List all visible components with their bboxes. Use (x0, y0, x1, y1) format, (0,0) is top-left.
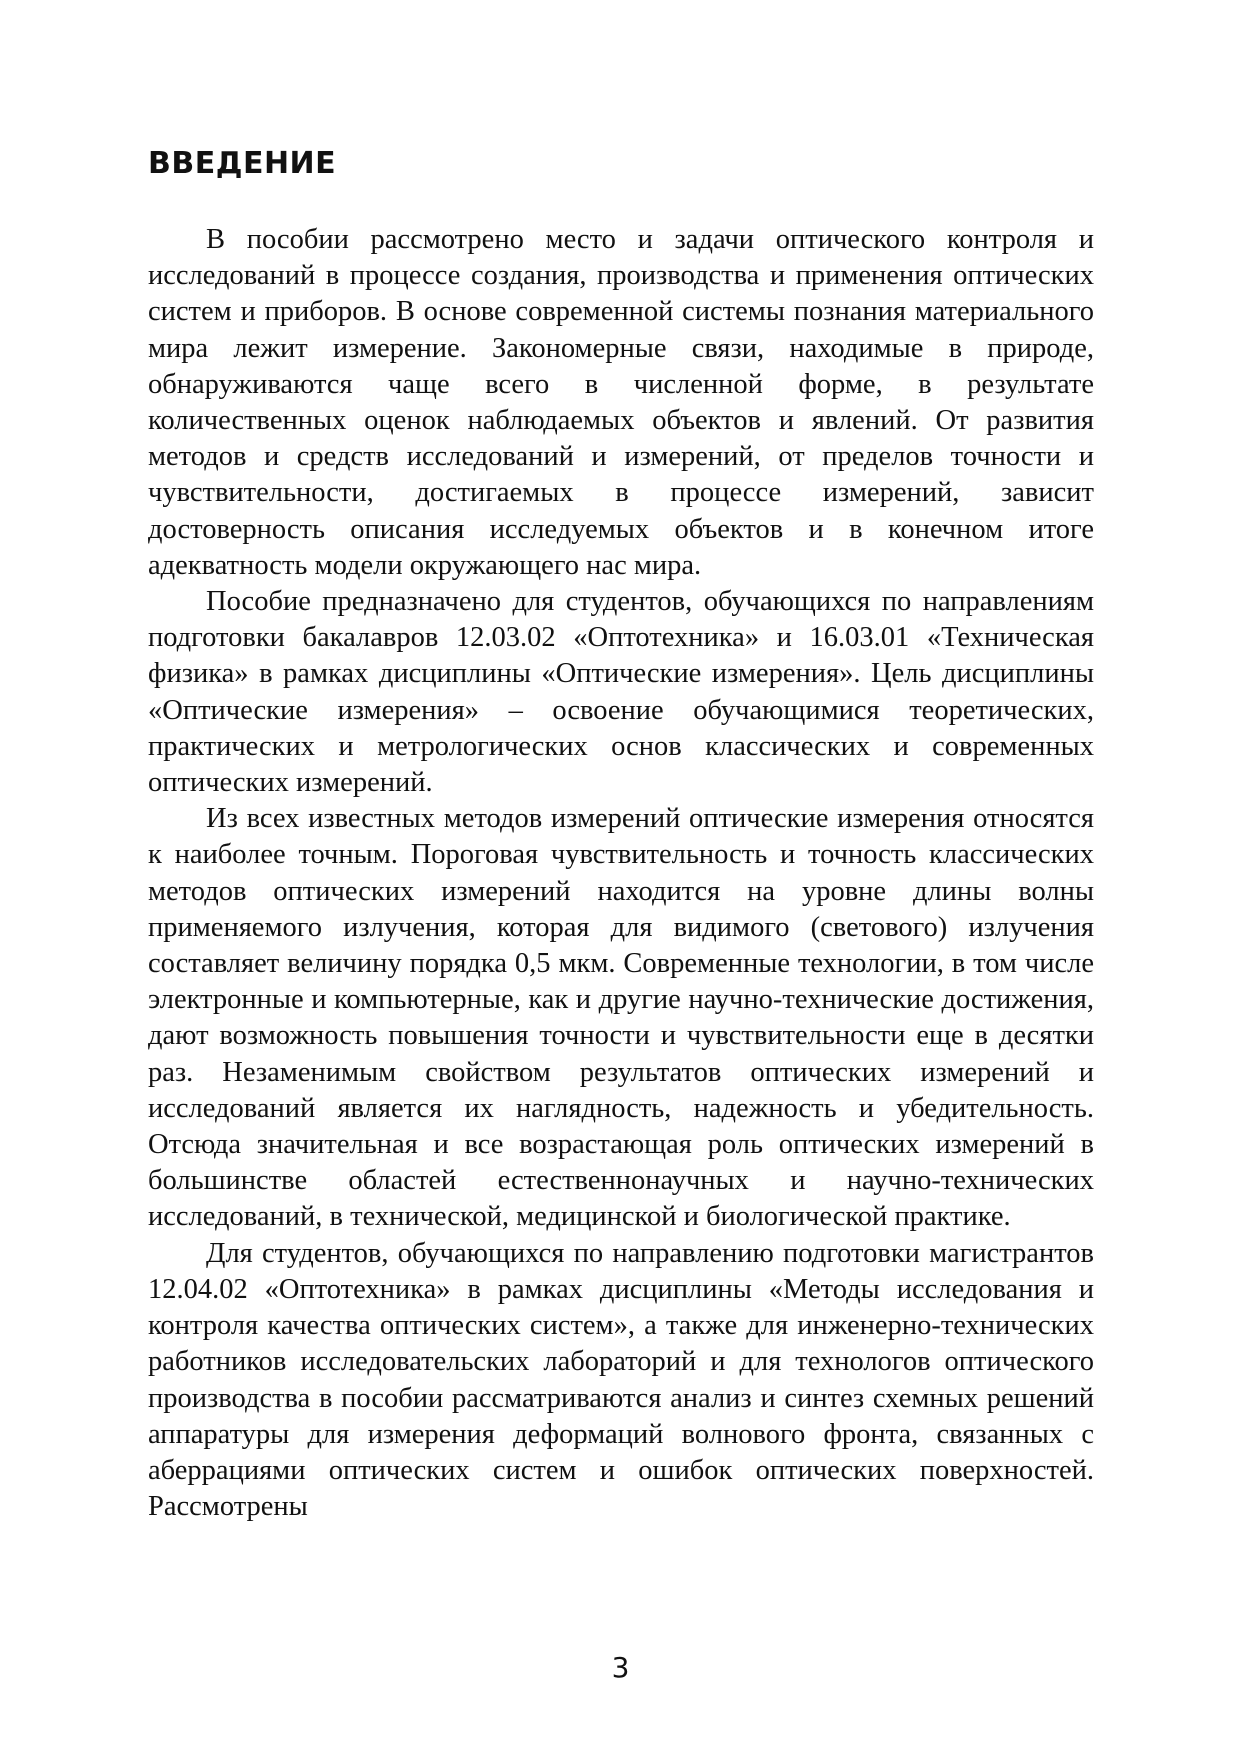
paragraph-3: Из всех известных методов измерений оптические измерения относятся к наиболее точным. Пороговая чувствительность и точность классических методов оптических измерений находится на уровне длины волны применяемого излучения, которая для видимого (светового) излучения составляет величину порядка 0,5 мкм. Современные технологии, в том числе электронные и компьютерные, как и другие научно-технические достижения, дают возможность повышения точности и чувствительности еще в десятки раз. Незаменимым свойством результатов оптических измерений и исследований является их наглядность, надежность и убедительность. Отсюда значительная и все возрастающая роль оптических измерений в большинстве областей естественнонаучных и научно-технических исследований, в технической, медицинской и биологической практике. (148, 803, 1094, 1233)
paragraph-2: Пособие предназначено для студентов, обучающихся по направлениям подготовки бакалавров 12.03.02 «Оптотехника» и 16.03.01 «Техническая физика» в рамках дисциплины «Оптические измерения». Цель дисциплины «Оптические измерения» – освоение обучающимися теоретических, практических и метрологических основ классических и современных оптических измерений. (148, 586, 1094, 799)
page-title: ВВЕДЕНИЕ (148, 146, 337, 181)
paragraph-1: В пособии рассмотрено место и задачи оптического контроля и исследований в процессе создания, производства и применения оптических систем и приборов. В основе современной системы познания материального мира лежит измерение. Закономерные связи, находимые в природе, обнаруживаются чаще всего в численной форме, в результате количественных оценок наблюдаемых объектов и явлений. От развития методов и средств исследований и измерений, от пределов точности и чувствительности, достигаемых в процессе измерений, зависит достоверность описания исследуемых объектов и в конечном итоге адекватность модели окружающего нас мира. (148, 224, 1094, 581)
page-number: 3 (611, 1651, 630, 1684)
paragraph-4: Для студентов, обучающихся по направлению подготовки магистрантов 12.04.02 «Оптотехника» в рамках дисциплины «Методы исследования и контроля качества оптических систем», а также для инженерно-технических работников исследовательских лабораторий и для технологов оптического производства в пособии рассматриваются анализ и синтез схемных решений аппаратуры для измерения деформаций волнового фронта, связанных с аберрациями оптических систем и ошибок оптических поверхностей. Рассмотрены (148, 1237, 1094, 1523)
body-text (148, 222, 1094, 1525)
